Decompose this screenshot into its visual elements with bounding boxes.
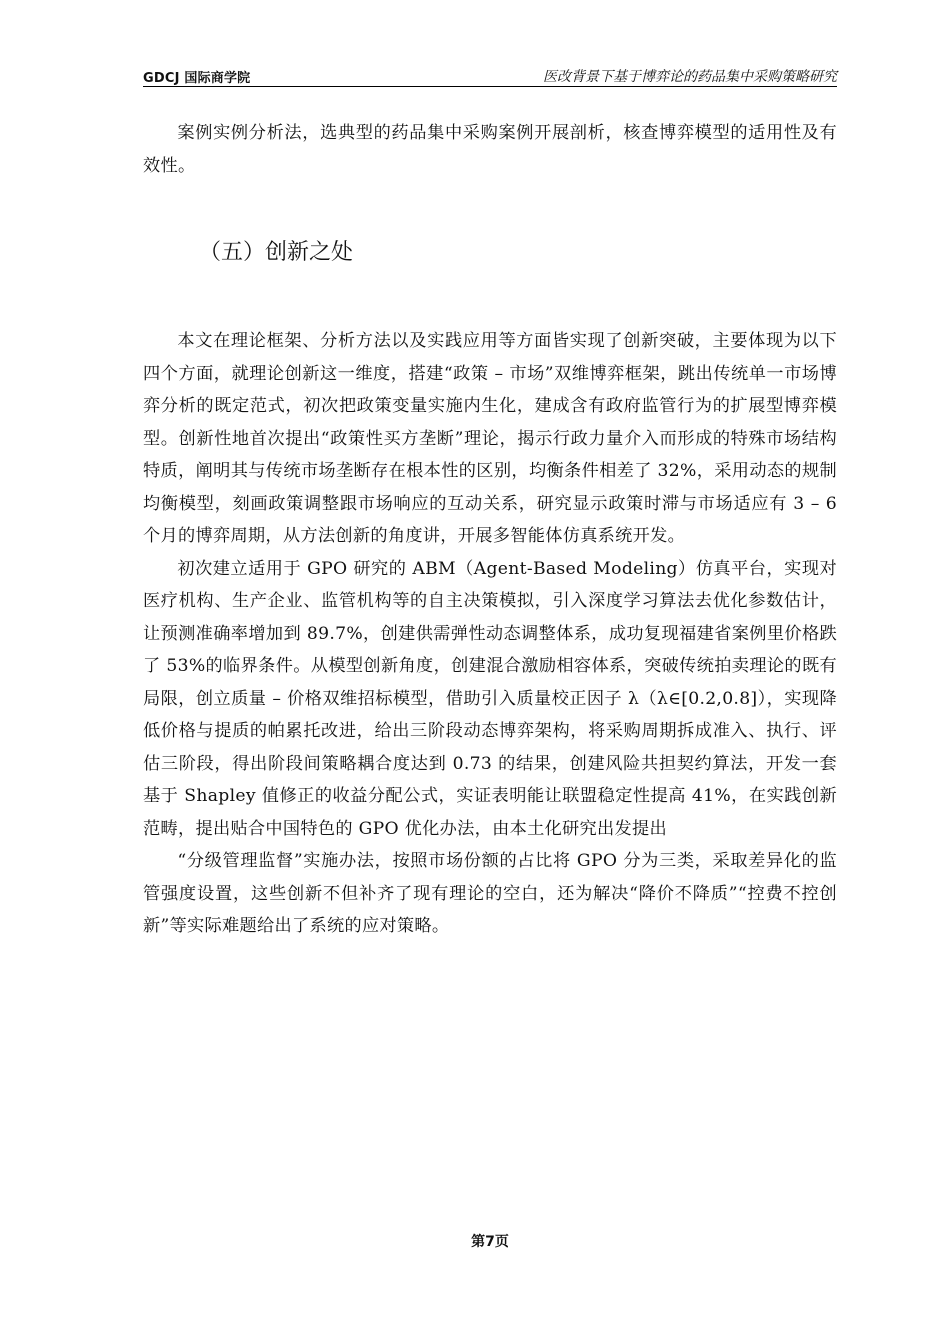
page-header (143, 66, 837, 87)
paragraph-innovation-practice: “分级管理监督”实施办法，按照市场份额的占比将 GPO 分为三类，采取差异化的监管强度设置，这些创新不但补齐了现有理论的空白，还为解决“降价不降质”“控费不控创新”等实际难题给出了系统的应对策略。 (143, 851, 837, 936)
header-institution: GDCJ 国际商学院 (143, 71, 251, 86)
paragraph-innovation-method: 初次建立适用于 GPO 研究的 ABM（Agent-Based Modeling）仿真平台，实现对医疗机构、生产企业、监管机构等的自主决策模拟，引入深度学习算法去优化参数估计，让预测准确率增加到 89.7%，创建供需弹性动态调整体系，成功复现福建省案例里价格跌了 53%的临界条件。从模型创新角度，创建混合激励相容体系，突破传统拍卖理论的既有局限，创立质量 – 价格双维招标模型，借助引入质量校正因子 λ（λ∈[0.2,0.8]），实现降低价格与提质的帕累托改进，给出三阶段动态博弈架构，将采购周期拆成准入、执行、评估三阶段，得出阶段间策略耦合度达到 0.73 的结果，创建风险共担契约算法，开发一套基于 Shapley 值修正的收益分配公式，实证表明能让联盟稳定性提高 41%，在实践创新范畴，提出贴合中国特色的 GPO 优化办法，由本土化研究出发提出 (143, 558, 837, 839)
page-number: 第7页 (471, 1234, 509, 1250)
paragraph-innovation-theory: 本文在理论框架、分析方法以及实践应用等方面皆实现了创新突破，主要体现为以下四个方面，就理论创新这一维度，搭建“政策 – 市场”双维博弈框架，跳出传统单一市场博弈分析的既定范式，初次把政策变量实施内生化，建成含有政府监管行为的扩展型博弈模型。创新性地首次提出“政策性买方垄断”理论，揭示行政力量介入而形成的特殊市场结构特质，阐明其与传统市场垄断存在根本性的区别，均衡条件相差了 32%，采用动态的规制均衡模型，刻画政策调整跟市场响应的互动关系，研究显示政策时滞与市场适应有 3 – 6 个月的博弈周期，从方法创新的角度讲，开展多智能体仿真系统开发。 (143, 331, 837, 546)
page-body (143, 117, 837, 943)
paragraph-case-analysis: 案例实例分析法，选典型的药品集中采购案例开展剖析，核查博弈模型的适用性及有效性。 (143, 123, 837, 176)
header-thesis-title: 医改背景下基于博弈论的药品集中采购策略研究 (543, 69, 837, 85)
section-heading-innovation: （五）创新之处 (199, 240, 354, 265)
